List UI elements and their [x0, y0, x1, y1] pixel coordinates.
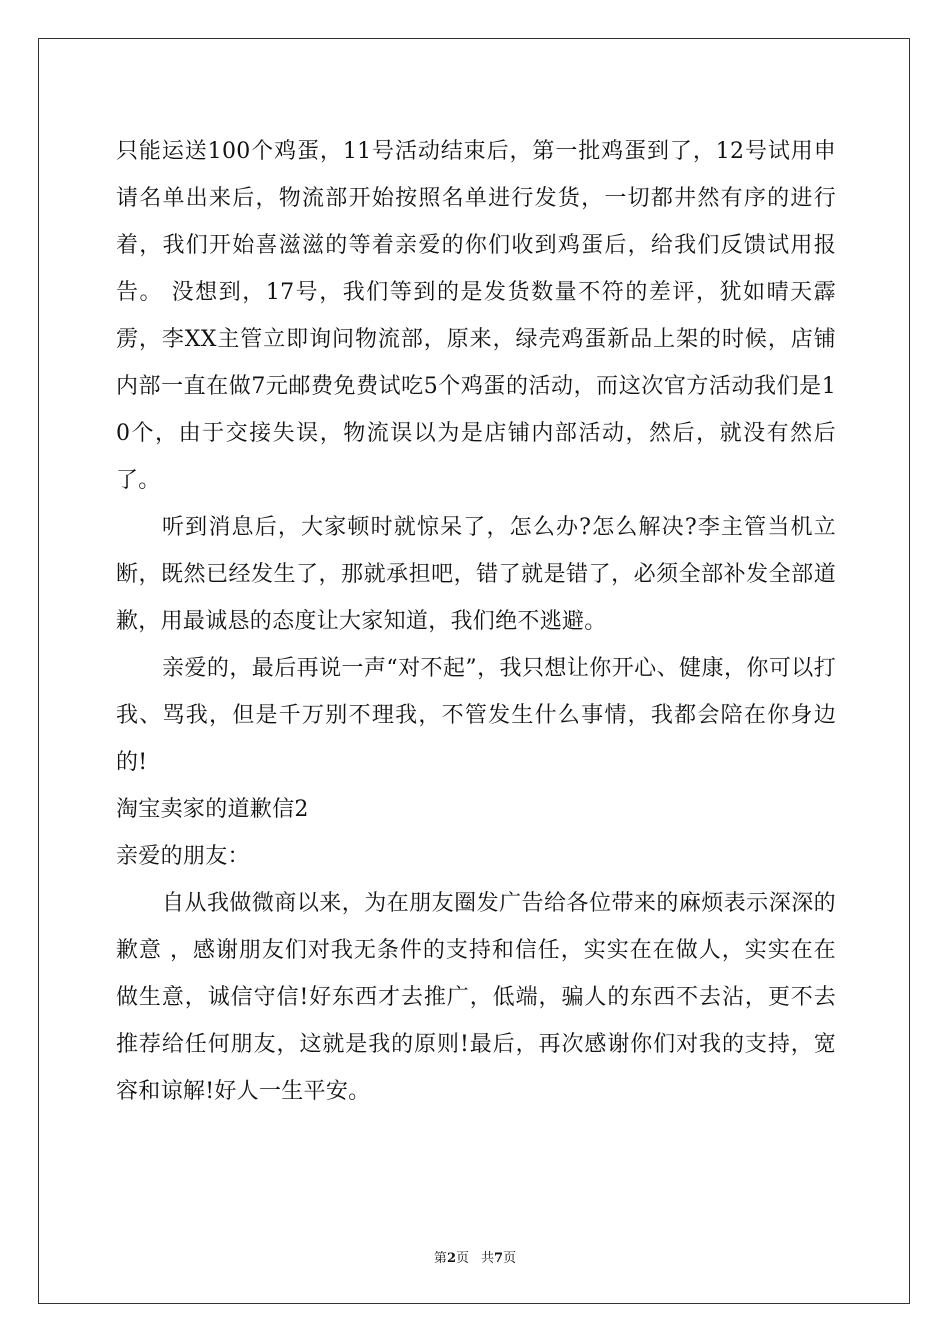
page-label-prefix: 第 [433, 1251, 447, 1266]
page-number-total: 7 [494, 1251, 504, 1266]
total-label-prefix: 共 [481, 1251, 495, 1266]
section-heading: 淘宝卖家的道歉信2 [116, 797, 309, 822]
document-body [116, 128, 836, 1115]
paragraph-news-received: 听到消息后，大家顿时就惊呆了，怎么办?怎么解决?李主管当机立断，既然已经发生了，那就承担吧，错了就是错了，必须全部补发全部道歉，用最诚恳的态度让大家知道，我们绝不逃避。 [116, 515, 836, 634]
paragraph-wechat-apology: 自从我做微商以来，为在朋友圈发广告给各位带来的麻烦表示深深的歉意 ，感谢朋友们对我无条件的支持和信任，实实在在做人，实实在在做生意，诚信守信!好东西才去推广，低端，骗人的东西不去沾，更不去推荐给任何朋友，这就是我的原则!最后，再次感谢你们对我的支持，宽容和谅解!好人一生平安。 [116, 891, 836, 1104]
page-number-current: 2 [446, 1251, 456, 1266]
paragraph-apology-closing: 亲爱的，最后再说一声“对不起”，我只想让你开心、健康，你可以打我、骂我，但是千万别不理我，不管发生什么事情，我都会陪在你身边的! [116, 656, 836, 775]
paragraph-continuation: 只能运送100个鸡蛋，11号活动结束后，第一批鸡蛋到了，12号试用申请名单出来后，物流部开始按照名单进行发货，一切都井然有序的进行着，我们开始喜滋滋的等着亲爱的你们收到鸡蛋后，给我们反馈试用报告。 没想到，17号，我们等到的是发货数量不符的差评，犹如晴天霹雳，李XX主管立即询问物流部，原来，绿壳鸡蛋新品上架的时候，店铺内部一直在做7元邮费免费试吃5个鸡蛋的活动，而这次官方活动我们是10个，由于交接失误，物流误以为是店铺内部活动，然后，就没有然后了。 [116, 139, 836, 493]
salutation: 亲爱的朋友： [116, 844, 250, 869]
page-footer [0, 1247, 950, 1266]
total-label-suffix: 页 [503, 1251, 517, 1266]
page-label-suffix: 页 [455, 1251, 469, 1266]
